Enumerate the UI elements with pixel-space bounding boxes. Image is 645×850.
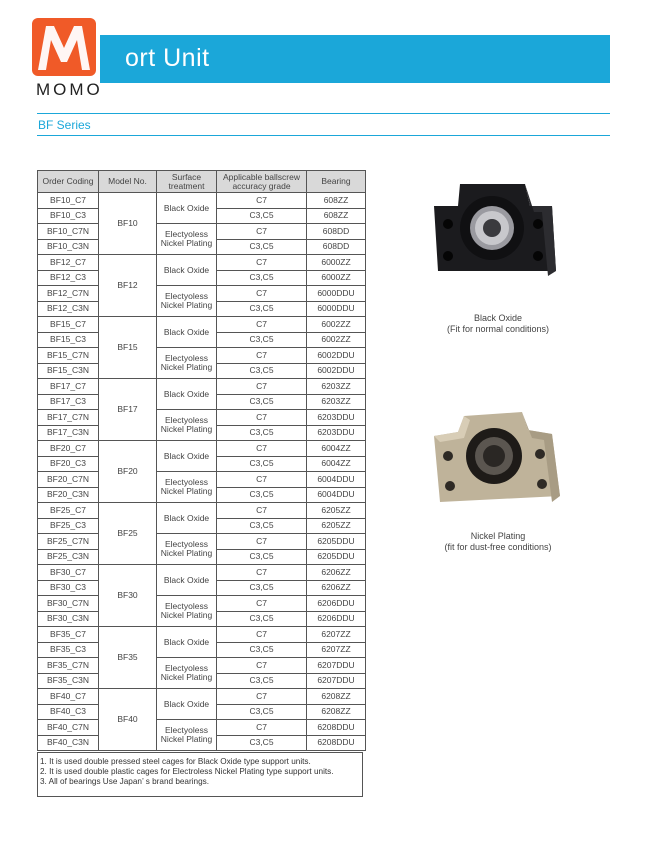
surface-treatment-cell: Electyoless Nickel Plating xyxy=(157,534,217,565)
header-order-coding: Order Coding xyxy=(38,171,99,193)
accuracy-grade-cell: C7 xyxy=(217,689,307,705)
accuracy-grade-cell: C7 xyxy=(217,348,307,364)
order-coding-cell: BF17_C7 xyxy=(38,379,99,395)
surface-treatment-cell: Electyoless Nickel Plating xyxy=(157,348,217,379)
order-coding-cell: BF17_C7N xyxy=(38,410,99,426)
bearing-cell: 6203ZZ xyxy=(307,394,366,410)
table-row xyxy=(38,348,366,364)
series-title: BF Series xyxy=(38,118,91,132)
bearing-cell: 6002ZZ xyxy=(307,332,366,348)
accuracy-grade-cell: C3,C5 xyxy=(217,208,307,224)
table-row xyxy=(38,255,366,271)
black-oxide-name: Black Oxide xyxy=(473,313,523,323)
model-no-cell: BF15 xyxy=(99,317,157,379)
accuracy-grade-cell: C7 xyxy=(217,565,307,581)
logo-text: MOMO xyxy=(36,80,103,99)
surface-treatment-cell: Electyoless Nickel Plating xyxy=(157,658,217,689)
nickel-plating-caption xyxy=(418,531,578,553)
order-coding-cell: BF35_C3 xyxy=(38,642,99,658)
surface-treatment-cell: Black Oxide xyxy=(157,441,217,472)
bearing-cell: 6206DDU xyxy=(307,596,366,612)
order-coding-cell: BF17_C3N xyxy=(38,425,99,441)
surface-treatment-cell: Black Oxide xyxy=(157,317,217,348)
table-row xyxy=(38,410,366,426)
bearing-cell: 6002DDU xyxy=(307,348,366,364)
bearing-cell: 6000ZZ xyxy=(307,270,366,286)
accuracy-grade-cell: C7 xyxy=(217,441,307,457)
bearing-cell: 6206ZZ xyxy=(307,580,366,596)
bearing-cell: 608ZZ xyxy=(307,208,366,224)
table-header-row xyxy=(38,171,366,193)
table-row xyxy=(38,596,366,612)
bearing-cell: 6004DDU xyxy=(307,487,366,503)
table-row xyxy=(38,627,366,643)
header-model-no: Model No. xyxy=(99,171,157,193)
order-coding-cell: BF40_C7 xyxy=(38,689,99,705)
surface-treatment-cell: Electyoless Nickel Plating xyxy=(157,410,217,441)
order-coding-cell: BF35_C7N xyxy=(38,658,99,674)
black-oxide-caption xyxy=(418,313,578,335)
accuracy-grade-cell: C7 xyxy=(217,503,307,519)
accuracy-grade-cell: C7 xyxy=(217,534,307,550)
order-coding-cell: BF35_C7 xyxy=(38,627,99,643)
accuracy-grade-cell: C7 xyxy=(217,286,307,302)
accuracy-grade-cell: C7 xyxy=(217,658,307,674)
surface-treatment-cell: Electyoless Nickel Plating xyxy=(157,720,217,751)
black-oxide-unit-image xyxy=(430,176,560,286)
model-no-cell: BF20 xyxy=(99,441,157,503)
table-row xyxy=(38,441,366,457)
order-coding-cell: BF25_C3N xyxy=(38,549,99,565)
notes-box xyxy=(37,752,363,797)
accuracy-grade-cell: C7 xyxy=(217,596,307,612)
divider-top xyxy=(37,113,610,114)
bearing-cell: 6004ZZ xyxy=(307,441,366,457)
header-bearing: Bearing xyxy=(307,171,366,193)
accuracy-grade-cell: C3,C5 xyxy=(217,239,307,255)
order-coding-cell: BF12_C7N xyxy=(38,286,99,302)
surface-treatment-cell: Electyoless Nickel Plating xyxy=(157,596,217,627)
surface-treatment-cell: Black Oxide xyxy=(157,503,217,534)
bearing-cell: 6000ZZ xyxy=(307,255,366,271)
surface-treatment-cell: Black Oxide xyxy=(157,689,217,720)
order-coding-cell: BF25_C7 xyxy=(38,503,99,519)
surface-treatment-cell: Black Oxide xyxy=(157,193,217,224)
bearing-cell: 6004ZZ xyxy=(307,456,366,472)
momo-logo xyxy=(32,18,96,76)
accuracy-grade-cell: C7 xyxy=(217,224,307,240)
spec-table xyxy=(37,170,366,751)
bearing-cell: 6004DDU xyxy=(307,472,366,488)
order-coding-cell: BF12_C3N xyxy=(38,301,99,317)
accuracy-grade-cell: C3,C5 xyxy=(217,332,307,348)
note-line: 1. It is used double pressed steel cages for Black Oxide type support units. xyxy=(40,757,311,766)
header-surface-treatment: Surface treatment xyxy=(157,171,217,193)
accuracy-grade-cell: C7 xyxy=(217,720,307,736)
accuracy-grade-cell: C3,C5 xyxy=(217,735,307,751)
table-row xyxy=(38,286,366,302)
surface-treatment-cell: Electyoless Nickel Plating xyxy=(157,286,217,317)
table-row xyxy=(38,689,366,705)
model-no-cell: BF17 xyxy=(99,379,157,441)
order-coding-cell: BF20_C3N xyxy=(38,487,99,503)
table-row xyxy=(38,658,366,674)
note-line: 2. It is used double plastic cages for Electroless Nickel Plating type support units. xyxy=(40,766,334,776)
order-coding-cell: BF30_C7 xyxy=(38,565,99,581)
order-coding-cell: BF10_C3 xyxy=(38,208,99,224)
order-coding-cell: BF15_C7N xyxy=(38,348,99,364)
order-coding-cell: BF25_C3 xyxy=(38,518,99,534)
bearing-cell: 6203ZZ xyxy=(307,379,366,395)
order-coding-cell: BF20_C3 xyxy=(38,456,99,472)
divider-bottom xyxy=(37,135,610,136)
bearing-cell: 6208ZZ xyxy=(307,689,366,705)
bearing-cell: 6000DDU xyxy=(307,286,366,302)
order-coding-cell: BF30_C3N xyxy=(38,611,99,627)
bearing-cell: 6207ZZ xyxy=(307,627,366,643)
order-coding-cell: BF10_C7N xyxy=(38,224,99,240)
nickel-plating-name: Nickel Plating xyxy=(470,531,526,541)
accuracy-grade-cell: C3,C5 xyxy=(217,549,307,565)
nickel-plating-note: (fit for dust-free conditions) xyxy=(444,541,552,552)
model-no-cell: BF12 xyxy=(99,255,157,317)
table-row xyxy=(38,720,366,736)
table-row xyxy=(38,565,366,581)
table-row xyxy=(38,379,366,395)
surface-treatment-cell: Black Oxide xyxy=(157,379,217,410)
surface-treatment-cell: Black Oxide xyxy=(157,627,217,658)
order-coding-cell: BF40_C3 xyxy=(38,704,99,720)
nickel-plating-unit-image xyxy=(430,410,565,510)
bearing-cell: 6206DDU xyxy=(307,611,366,627)
accuracy-grade-cell: C7 xyxy=(217,193,307,209)
order-coding-cell: BF12_C7 xyxy=(38,255,99,271)
accuracy-grade-cell: C3,C5 xyxy=(217,456,307,472)
order-coding-cell: BF15_C7 xyxy=(38,317,99,333)
accuracy-grade-cell: C7 xyxy=(217,410,307,426)
order-coding-cell: BF12_C3 xyxy=(38,270,99,286)
order-coding-cell: BF20_C7 xyxy=(38,441,99,457)
order-coding-cell: BF40_C3N xyxy=(38,735,99,751)
table-row xyxy=(38,317,366,333)
accuracy-grade-cell: C7 xyxy=(217,317,307,333)
order-coding-cell: BF10_C7 xyxy=(38,193,99,209)
accuracy-grade-cell: C3,C5 xyxy=(217,518,307,534)
bearing-cell: 6206ZZ xyxy=(307,565,366,581)
header-accuracy-grade: Applicable ballscrew accuracy grade xyxy=(217,171,307,193)
accuracy-grade-cell: C7 xyxy=(217,472,307,488)
order-coding-cell: BF25_C7N xyxy=(38,534,99,550)
bearing-cell: 608DD xyxy=(307,224,366,240)
surface-treatment-cell: Electyoless Nickel Plating xyxy=(157,224,217,255)
black-oxide-note: (Fit for normal conditions) xyxy=(446,323,550,334)
bearing-cell: 6205DDU xyxy=(307,549,366,565)
table-row xyxy=(38,193,366,209)
order-coding-cell: BF30_C7N xyxy=(38,596,99,612)
table-row xyxy=(38,224,366,240)
accuracy-grade-cell: C3,C5 xyxy=(217,673,307,689)
model-no-cell: BF40 xyxy=(99,689,157,751)
surface-treatment-cell: Black Oxide xyxy=(157,255,217,286)
accuracy-grade-cell: C3,C5 xyxy=(217,301,307,317)
surface-treatment-cell: Black Oxide xyxy=(157,565,217,596)
order-coding-cell: BF15_C3 xyxy=(38,332,99,348)
order-coding-cell: BF40_C7N xyxy=(38,720,99,736)
logo-mark-icon xyxy=(32,18,96,76)
accuracy-grade-cell: C7 xyxy=(217,627,307,643)
accuracy-grade-cell: C3,C5 xyxy=(217,642,307,658)
model-no-cell: BF10 xyxy=(99,193,157,255)
bearing-cell: 6205DDU xyxy=(307,534,366,550)
bearing-cell: 6207DDU xyxy=(307,658,366,674)
bearing-cell: 6002ZZ xyxy=(307,317,366,333)
order-coding-cell: BF35_C3N xyxy=(38,673,99,689)
bearing-cell: 6205ZZ xyxy=(307,518,366,534)
accuracy-grade-cell: C7 xyxy=(217,379,307,395)
bearing-cell: 6207ZZ xyxy=(307,642,366,658)
model-no-cell: BF35 xyxy=(99,627,157,689)
accuracy-grade-cell: C3,C5 xyxy=(217,270,307,286)
bearing-cell: 6203DDU xyxy=(307,410,366,426)
accuracy-grade-cell: C3,C5 xyxy=(217,487,307,503)
bearing-cell: 6208DDU xyxy=(307,720,366,736)
bearing-cell: 6208DDU xyxy=(307,735,366,751)
table-row xyxy=(38,534,366,550)
accuracy-grade-cell: C3,C5 xyxy=(217,425,307,441)
table-row xyxy=(38,503,366,519)
surface-treatment-cell: Electyoless Nickel Plating xyxy=(157,472,217,503)
bearing-cell: 6000DDU xyxy=(307,301,366,317)
order-coding-cell: BF17_C3 xyxy=(38,394,99,410)
accuracy-grade-cell: C3,C5 xyxy=(217,580,307,596)
accuracy-grade-cell: C3,C5 xyxy=(217,704,307,720)
bearing-cell: 608DD xyxy=(307,239,366,255)
accuracy-grade-cell: C3,C5 xyxy=(217,611,307,627)
model-no-cell: BF25 xyxy=(99,503,157,565)
page-title: ort Unit xyxy=(125,44,210,72)
bearing-cell: 608ZZ xyxy=(307,193,366,209)
note-line: 3. All of bearings Use Japan’ s brand bearings. xyxy=(40,776,210,786)
table-body xyxy=(38,193,366,751)
bearing-cell: 6203DDU xyxy=(307,425,366,441)
table-row xyxy=(38,472,366,488)
order-coding-cell: BF20_C7N xyxy=(38,472,99,488)
bearing-cell: 6207DDU xyxy=(307,673,366,689)
accuracy-grade-cell: C3,C5 xyxy=(217,363,307,379)
model-no-cell: BF30 xyxy=(99,565,157,627)
bearing-cell: 6208ZZ xyxy=(307,704,366,720)
accuracy-grade-cell: C7 xyxy=(217,255,307,271)
accuracy-grade-cell: C3,C5 xyxy=(217,394,307,410)
order-coding-cell: BF15_C3N xyxy=(38,363,99,379)
bearing-cell: 6205ZZ xyxy=(307,503,366,519)
order-coding-cell: BF30_C3 xyxy=(38,580,99,596)
order-coding-cell: BF10_C3N xyxy=(38,239,99,255)
bearing-cell: 6002DDU xyxy=(307,363,366,379)
